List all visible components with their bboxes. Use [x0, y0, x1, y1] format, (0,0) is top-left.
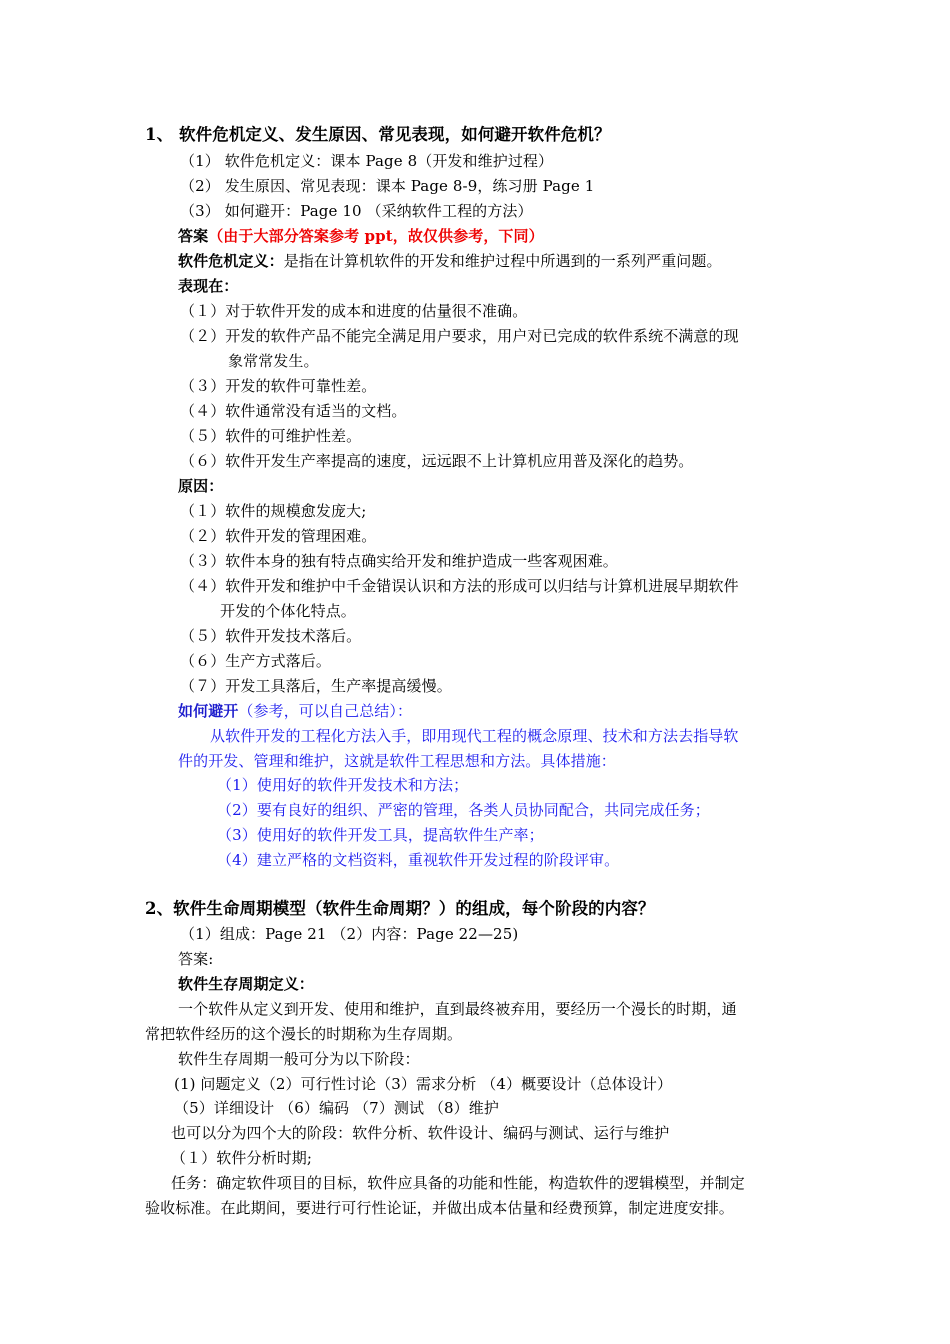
ref-line: （1） 软件危机定义：课本 Page 8（开发和维护过程）: [180, 152, 554, 170]
list-item: （７）开发工具落后，生产率提高缓慢。: [180, 677, 452, 695]
list-item: （１）软件的规模愈发庞大;: [180, 502, 367, 520]
section1-heading: 1、 软件危机定义、发生原因、常见表现，如何避开软件危机？: [145, 125, 611, 144]
answer-line: [178, 226, 544, 246]
measure-item: （1）使用好的软件开发技术和方法；: [217, 776, 469, 794]
list-item: （３）软件本身的独有特点确实给开发和维护造成一些客观困难。: [180, 552, 618, 570]
list-item-continuation: 开发的个体化特点。: [220, 602, 356, 620]
phase-title: （１）软件分析时期;: [171, 1149, 313, 1167]
four-stages-line: 也可以分为四个大的阶段：软件分析、软件设计、编码与测试、运行与维护: [171, 1124, 670, 1142]
list-item: （５）软件开发技术落后。: [180, 627, 362, 645]
definition-text: 是指在计算机软件的开发和维护过程中所遇到的一系列严重问题。: [283, 252, 722, 270]
list-item: （３）开发的软件可靠性差。: [180, 377, 377, 395]
list-item: （６）生产方式落后。: [180, 652, 332, 670]
measure-item: （4）建立严格的文档资料，重视软件开发过程的阶段评审。: [217, 851, 620, 869]
stages-line: （5）详细设计 （6）编码 （7）测试 （8）维护: [174, 1099, 499, 1117]
list-item: （６）软件开发生产率提高的速度，远远跟不上计算机应用普及深化的趋势。: [180, 452, 694, 470]
causes-label: 原因：: [178, 477, 224, 495]
list-item: （５）软件的可维护性差。: [180, 427, 362, 445]
stages-line: (1) 问题定义（2）可行性讨论（3）需求分析 （4）概要设计（总体设计）: [174, 1075, 673, 1093]
task-line: 任务：确定软件项目的目标，软件应具备的功能和性能，构造软件的逻辑模型，并制定: [171, 1174, 745, 1192]
avoid-paragraph-line: 件的开发、管理和维护，这就是软件工程思想和方法。具体措施：: [178, 752, 616, 770]
avoid-label: 如何避开: [178, 702, 239, 720]
ref-line: （1）组成：Page 21 （2）内容：Page 22—25): [180, 925, 519, 943]
ref-line: （3） 如何避开：Page 10 （采纳软件工程的方法）: [180, 202, 533, 220]
stages-intro: 软件生存周期一般可分为以下阶段：: [178, 1050, 420, 1068]
list-item: （２）开发的软件产品不能完全满足用户要求，用户对已完成的软件系统不满意的现: [180, 327, 739, 345]
answer-label: 答案: [178, 227, 209, 245]
answer-label: 答案:: [178, 950, 214, 968]
section2-heading: 2、软件生命周期模型（软件生命周期？）的组成，每个阶段的内容？: [145, 899, 655, 918]
list-item: （１）对于软件开发的成本和进度的估量很不准确。: [180, 302, 528, 320]
list-item: （４）软件开发和维护中千金错误认识和方法的形成可以归结与计算机进展早期软件: [180, 577, 739, 595]
paragraph-line: 常把软件经历的这个漫长的时期称为生存周期。: [145, 1025, 463, 1043]
ref-line: （2） 发生原因、常见表现：课本 Page 8-9，练习册 Page 1: [180, 177, 595, 195]
definition-label: 软件危机定义：: [178, 252, 284, 270]
definition-line: [178, 251, 722, 271]
lifecycle-label: 软件生存周期定义：: [178, 975, 314, 993]
paragraph-line: 一个软件从定义到开发、使用和维护，直到最终被弃用，要经历一个漫长的时期，通: [178, 1000, 737, 1018]
measure-item: （2）要有良好的组织、严密的管理，各类人员协同配合，共同完成任务；: [217, 801, 710, 819]
avoid-paragraph-line: 从软件开发的工程化方法入手，即用现代工程的概念原理、技术和方法去指导软: [210, 727, 739, 745]
list-item-continuation: 象常常发生。: [228, 352, 319, 370]
answer-note: （由于大部分答案参考 ppt，故仅供参考，下同）: [208, 227, 544, 245]
avoid-line: [178, 701, 412, 721]
symptoms-label: 表现在：: [178, 277, 239, 295]
task-line: 验收标准。在此期间，要进行可行性论证，并做出成本估量和经费预算，制定进度安排。: [145, 1199, 734, 1217]
list-item: （４）软件通常没有适当的文档。: [180, 402, 407, 420]
list-item: （２）软件开发的管理困难。: [180, 527, 377, 545]
avoid-note: （参考，可以自己总结）：: [238, 702, 413, 720]
measure-item: （3）使用好的软件开发工具，提高软件生产率；: [217, 826, 544, 844]
